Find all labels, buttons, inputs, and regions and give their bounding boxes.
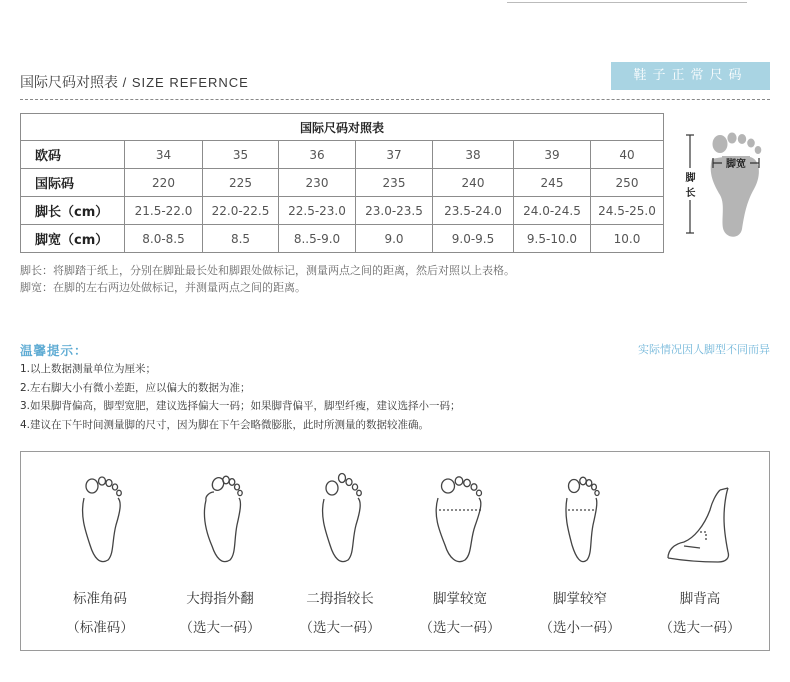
table-cell: 37 bbox=[356, 141, 433, 169]
foot-type-wide bbox=[400, 470, 520, 636]
foot-type-name: 脚掌较窄 bbox=[553, 591, 607, 607]
note-length: 脚长：将脚踏于纸上，分别在脚趾最长处和脚跟处做标记，测量两点之间的距离，然后对照以上表格。 bbox=[20, 264, 515, 277]
foot-type-long-second-toe bbox=[280, 470, 400, 636]
tips-list bbox=[20, 360, 461, 434]
standard-foot-icon bbox=[70, 470, 130, 570]
foot-measure-diagram bbox=[676, 113, 770, 248]
table-cell: 220 bbox=[125, 169, 203, 197]
table-cell: 38 bbox=[433, 141, 514, 169]
table-cell: 36 bbox=[279, 141, 356, 169]
row-label: 欧码 bbox=[21, 141, 125, 169]
table-cell: 245 bbox=[514, 169, 591, 197]
table-cell: 23.5-24.0 bbox=[433, 197, 514, 225]
row-label: 脚宽（cm） bbox=[21, 225, 125, 253]
foot-type-advice: （选大一码） bbox=[299, 620, 381, 636]
size-table bbox=[20, 113, 664, 253]
row-label: 国际码 bbox=[21, 169, 125, 197]
foot-type-advice: （选小一码） bbox=[539, 620, 621, 636]
table-cell: 8..5-9.0 bbox=[279, 225, 356, 253]
foot-type-name: 二拇指较长 bbox=[306, 591, 374, 607]
foot-type-narrow bbox=[520, 470, 640, 636]
top-divider bbox=[507, 2, 747, 3]
table-cell: 250 bbox=[591, 169, 664, 197]
note-width: 脚宽：在脚的左右两边处做标记，并测量两点之间的距离。 bbox=[20, 281, 306, 294]
row-label: 脚长（cm） bbox=[21, 197, 125, 225]
table-row bbox=[21, 169, 664, 197]
table-cell: 225 bbox=[203, 169, 279, 197]
table-cell: 240 bbox=[433, 169, 514, 197]
table-cell: 21.5-22.0 bbox=[125, 197, 203, 225]
title-cn: 国际尺码对照表 bbox=[20, 75, 118, 91]
tips-note: 实际情况因人脚型不同而异 bbox=[638, 343, 770, 356]
table-cell: 10.0 bbox=[591, 225, 664, 253]
foot-type-standard bbox=[40, 470, 160, 636]
tips-title: 温馨提示： bbox=[20, 343, 88, 358]
wide-foot-icon bbox=[425, 470, 495, 570]
foot-type-high-instep bbox=[640, 470, 760, 636]
foot-types-panel bbox=[20, 451, 770, 651]
foot-type-advice: （选大一码） bbox=[179, 620, 261, 636]
table-cell: 23.0-23.5 bbox=[356, 197, 433, 225]
length-label-2: 长 bbox=[685, 188, 696, 199]
list-item: 4.建议在下午时间测量脚的尺寸，因为脚在下午会略微膨胀，此时所测量的数据较准确。 bbox=[20, 418, 430, 431]
foot-type-name: 大拇指外翻 bbox=[186, 591, 254, 607]
long-second-toe-foot-icon bbox=[310, 470, 370, 570]
table-cell: 39 bbox=[514, 141, 591, 169]
table-cell: 40 bbox=[591, 141, 664, 169]
table-cell: 230 bbox=[279, 169, 356, 197]
list-item: 1.以上数据测量单位为厘米； bbox=[20, 363, 157, 375]
foot-type-name: 脚背高 bbox=[679, 591, 721, 607]
foot-sole-icon bbox=[676, 113, 770, 248]
table-caption: 国际尺码对照表 bbox=[21, 114, 664, 141]
table-row bbox=[21, 197, 664, 225]
foot-type-name: 脚掌较宽 bbox=[433, 591, 487, 607]
table-cell: 35 bbox=[203, 141, 279, 169]
table-cell: 24.0-24.5 bbox=[514, 197, 591, 225]
table-row bbox=[21, 141, 664, 169]
high-instep-foot-icon bbox=[660, 470, 740, 570]
dotted-divider bbox=[20, 99, 770, 100]
bunion-foot-icon bbox=[190, 470, 250, 570]
table-cell: 34 bbox=[125, 141, 203, 169]
width-label: 脚宽 bbox=[726, 159, 746, 170]
table-cell: 8.0-8.5 bbox=[125, 225, 203, 253]
narrow-foot-icon bbox=[550, 470, 610, 570]
foot-type-bunion bbox=[160, 470, 280, 636]
table-cell: 22.0-22.5 bbox=[203, 197, 279, 225]
table-cell: 9.0 bbox=[356, 225, 433, 253]
foot-type-advice: （标准码） bbox=[66, 620, 134, 636]
table-cell: 9.0-9.5 bbox=[433, 225, 514, 253]
foot-type-name: 标准角码 bbox=[73, 591, 127, 607]
page-title bbox=[20, 72, 249, 92]
foot-type-advice: （选大一码） bbox=[659, 620, 741, 636]
table-cell: 9.5-10.0 bbox=[514, 225, 591, 253]
foot-type-advice: （选大一码） bbox=[419, 620, 501, 636]
list-item: 3.如果脚背偏高，脚型宽肥，建议选择偏大一码；如果脚背偏平，脚型纤瘦，建议选择小一码； bbox=[20, 400, 461, 412]
normal-size-badge: 鞋子正常尺码 bbox=[611, 62, 770, 90]
table-cell: 8.5 bbox=[203, 225, 279, 253]
length-label-1: 脚 bbox=[685, 173, 696, 184]
section-header bbox=[20, 70, 770, 92]
table-cell: 235 bbox=[356, 169, 433, 197]
table-cell: 22.5-23.0 bbox=[279, 197, 356, 225]
measure-notes bbox=[20, 262, 515, 296]
title-en: / SIZE REFERNCE bbox=[118, 75, 249, 90]
list-item: 2.左右脚大小有微小差距，应以偏大的数据为准； bbox=[20, 381, 251, 394]
table-row bbox=[21, 225, 664, 253]
table-cell: 24.5-25.0 bbox=[591, 197, 664, 225]
